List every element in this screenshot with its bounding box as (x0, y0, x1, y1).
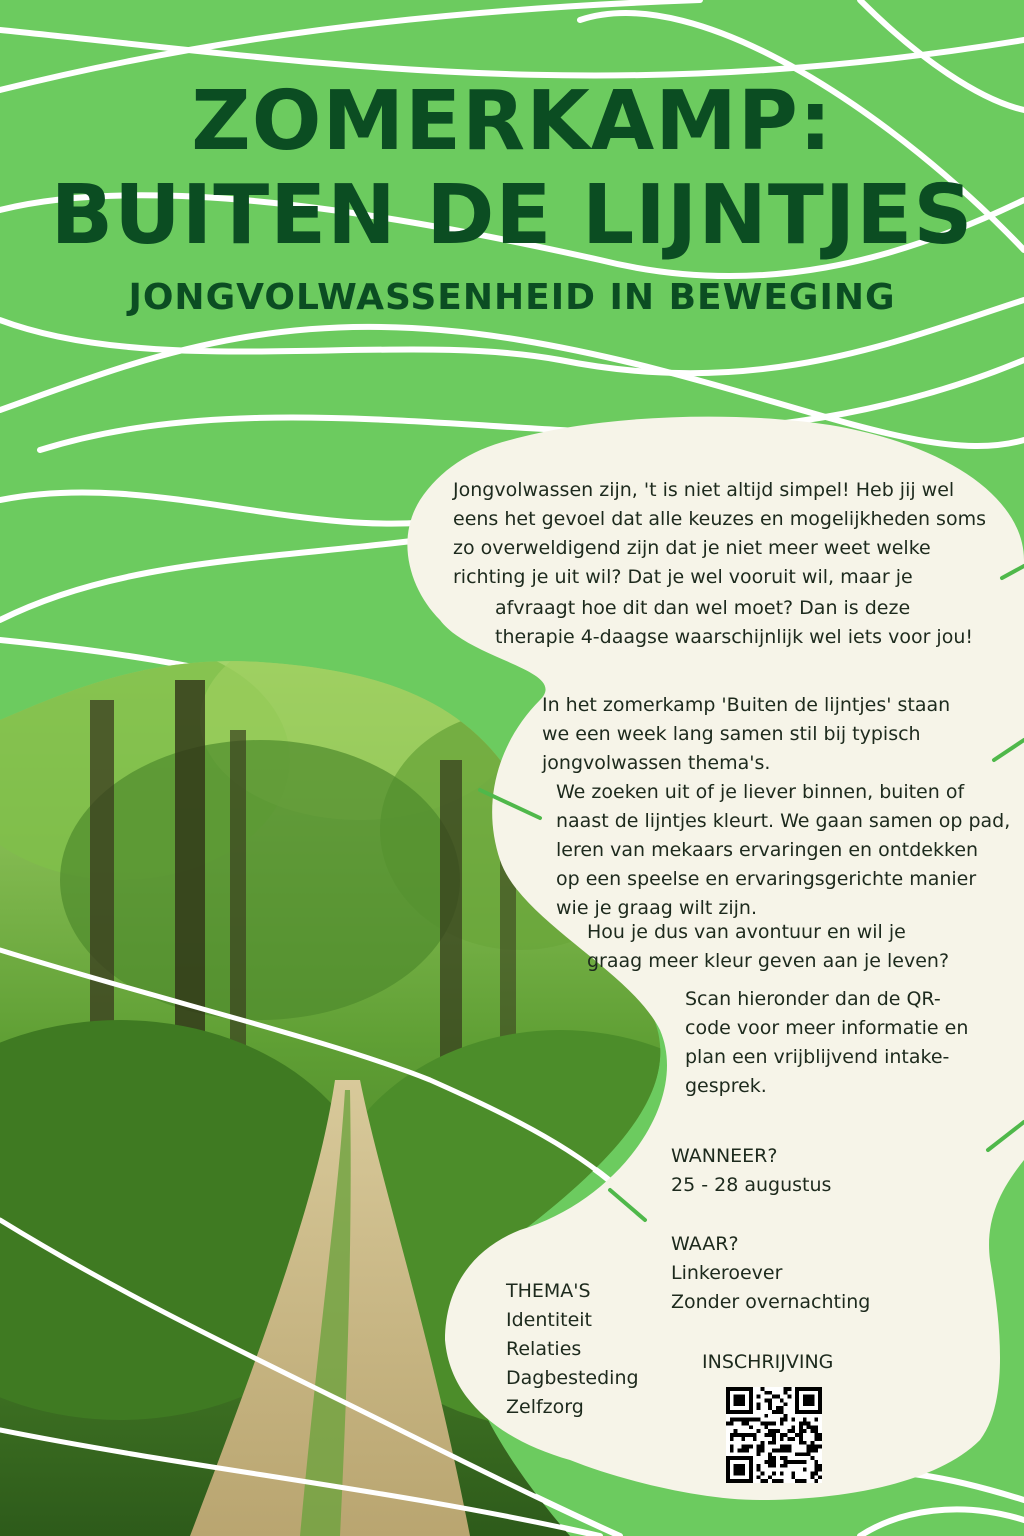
intro-line: Scan hieronder dan de QR- (685, 988, 941, 1010)
theme-item: Relaties (506, 1338, 582, 1360)
intro-line: wie je graag wilt zijn. (556, 897, 758, 919)
themes-label: THEMA'S (506, 1280, 591, 1302)
where-value: Linkeroever (671, 1262, 783, 1284)
title-line-1: ZOMERKAMP: (191, 74, 833, 169)
intro-line: graag meer kleur geven aan je leven? (587, 950, 950, 972)
theme-item: Dagbesteding (506, 1367, 639, 1389)
title-line-2: BUITEN DE LIJNTJES (50, 168, 974, 263)
intro-paragraph-5 (587, 918, 949, 976)
qr-code-icon[interactable] (726, 1387, 822, 1483)
intro-paragraph-2 (495, 594, 973, 652)
intro-line: Jongvolwassen zijn, 't is niet altijd simpel! Heb jij wel (453, 479, 955, 501)
intro-paragraph-1 (453, 476, 986, 592)
intro-line: zo overweldigend zijn dat je niet meer weet welke (453, 537, 931, 559)
intro-line: op een speelse en ervaringsgerichte manier (556, 868, 977, 890)
intro-line: we een week lang samen stil bij typisch (542, 723, 921, 745)
intro-line: leren van mekaars ervaringen en ontdekken (556, 839, 979, 861)
when-block (671, 1142, 831, 1200)
intro-paragraph-4 (556, 778, 1010, 923)
theme-item: Zelfzorg (506, 1396, 584, 1418)
intro-line: jongvolwassen thema's. (542, 752, 771, 774)
subtitle: JONGVOLWASSENHEID IN BEWEGING (128, 277, 896, 318)
intro-line: richting je uit wil? Dat je wel vooruit wil, maar je (453, 566, 913, 588)
intro-line: Hou je dus van avontuur en wil je (587, 921, 906, 943)
intro-line: plan een vrijblijvend intake- (685, 1046, 950, 1068)
when-value: 25 - 28 augustus (671, 1174, 832, 1196)
registration-label: INSCHRIJVING (702, 1351, 834, 1373)
where-value: Zonder overnachting (671, 1291, 871, 1313)
where-block (671, 1230, 870, 1317)
intro-line: afvraagt hoe dit dan wel moet? Dan is deze (495, 597, 911, 619)
intro-line: gesprek. (685, 1075, 767, 1097)
intro-line: therapie 4-daagse waarschijnlijk wel iets voor jou! (495, 626, 973, 648)
intro-paragraph-3 (542, 691, 950, 778)
intro-paragraph-6 (685, 985, 968, 1101)
intro-line: We zoeken uit of je liever binnen, buiten of (556, 781, 965, 803)
themes-block (506, 1277, 639, 1422)
intro-line: eens het gevoel dat alle keuzes en mogelijkheden soms (453, 508, 986, 530)
intro-line: naast de lijntjes kleurt. We gaan samen op pad, (556, 810, 1011, 832)
intro-line: code voor meer informatie en (685, 1017, 969, 1039)
intro-line: In het zomerkamp 'Buiten de lijntjes' staan (542, 694, 951, 716)
when-label: WANNEER? (671, 1145, 778, 1167)
where-label: WAAR? (671, 1233, 739, 1255)
theme-item: Identiteit (506, 1309, 592, 1331)
